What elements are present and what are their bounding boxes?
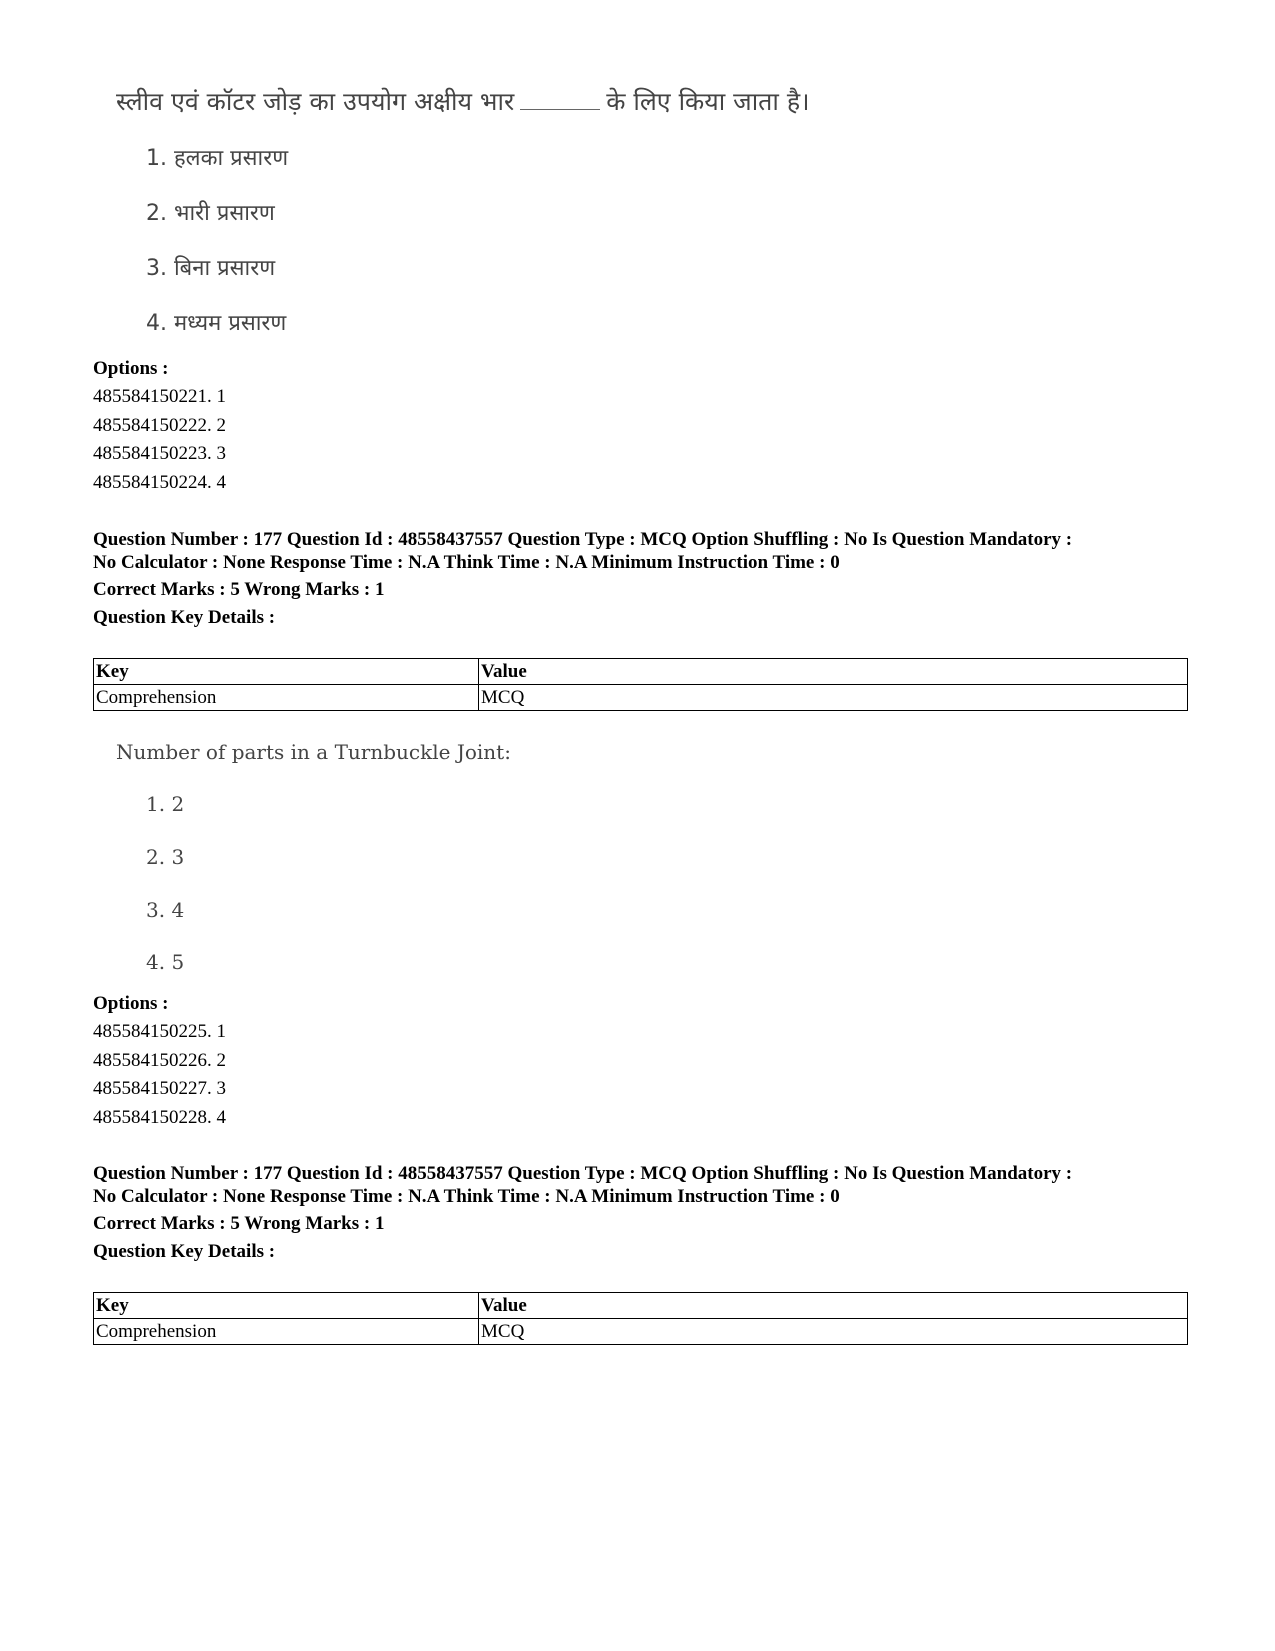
option-line: 485584150224. 4	[93, 471, 226, 493]
table-header-row	[94, 659, 1188, 685]
table-row	[94, 685, 1188, 711]
marks-line: Correct Marks : 5 Wrong Marks : 1	[93, 579, 385, 600]
question-meta-2	[93, 1162, 1193, 1266]
table-row	[94, 1319, 1188, 1345]
question-meta-1	[93, 528, 1193, 632]
meta-line-1: Question Number : 177 Question Id : 48558437557 Question Type : MCQ Option Shuffling : No Is Question Mandatory :	[93, 1163, 1073, 1184]
key-details-label: Question Key Details :	[93, 1241, 276, 1262]
meta-line-2: No Calculator : None Response Time : N.A Think Time : N.A Minimum Instruction Time : 0	[93, 1186, 840, 1207]
key-details-label: Question Key Details :	[93, 607, 276, 628]
option-line: 485584150227. 3	[93, 1078, 226, 1099]
options-block-1	[93, 355, 1193, 497]
cell-key: Comprehension	[94, 1319, 479, 1345]
question-stem	[116, 84, 810, 118]
option-line: 485584150228. 4	[93, 1106, 226, 1128]
header-key: Key	[94, 1293, 479, 1319]
options-label: Options :	[93, 993, 169, 1014]
choice-2: 2. भारी प्रसारण	[146, 201, 275, 226]
option-line: 485584150223. 3	[93, 443, 226, 464]
stem-text-after: के लिए किया जाता है।	[606, 87, 810, 116]
choice-4: 4. मध्यम प्रसारण	[146, 311, 287, 336]
choice-3: 3. बिना प्रसारण	[146, 256, 276, 281]
options-label: Options :	[93, 358, 169, 379]
key-table-2	[93, 1292, 1188, 1345]
header-value: Value	[479, 1293, 1188, 1319]
option-line: 485584150225. 1	[93, 1021, 226, 1042]
key-table-1	[93, 658, 1188, 711]
header-key: Key	[94, 659, 479, 685]
question-stem: Number of parts in a Turnbuckle Joint:	[116, 740, 511, 764]
choice-1: 1. 2	[146, 792, 185, 816]
option-line: 485584150221. 1	[93, 386, 226, 407]
option-line: 485584150226. 2	[93, 1049, 226, 1071]
meta-line-1: Question Number : 177 Question Id : 48558437557 Question Type : MCQ Option Shuffling : No Is Question Mandatory :	[93, 529, 1073, 550]
cell-value: MCQ	[479, 685, 1188, 711]
options-block-2	[93, 990, 1193, 1132]
blank-line	[520, 109, 600, 110]
choice-3: 3. 4	[146, 898, 185, 922]
choice-1: 1. हलका प्रसारण	[146, 146, 289, 171]
option-line: 485584150222. 2	[93, 414, 226, 436]
cell-key: Comprehension	[94, 685, 479, 711]
choice-2: 2. 3	[146, 845, 185, 869]
cell-value: MCQ	[479, 1319, 1188, 1345]
choice-4: 4. 5	[146, 950, 185, 974]
stem-text-before: स्लीव एवं कॉटर जोड़ का उपयोग अक्षीय भार	[116, 87, 515, 116]
header-value: Value	[479, 659, 1188, 685]
meta-line-2: No Calculator : None Response Time : N.A Think Time : N.A Minimum Instruction Time : 0	[93, 552, 840, 573]
table-header-row	[94, 1293, 1188, 1319]
marks-line: Correct Marks : 5 Wrong Marks : 1	[93, 1213, 385, 1234]
